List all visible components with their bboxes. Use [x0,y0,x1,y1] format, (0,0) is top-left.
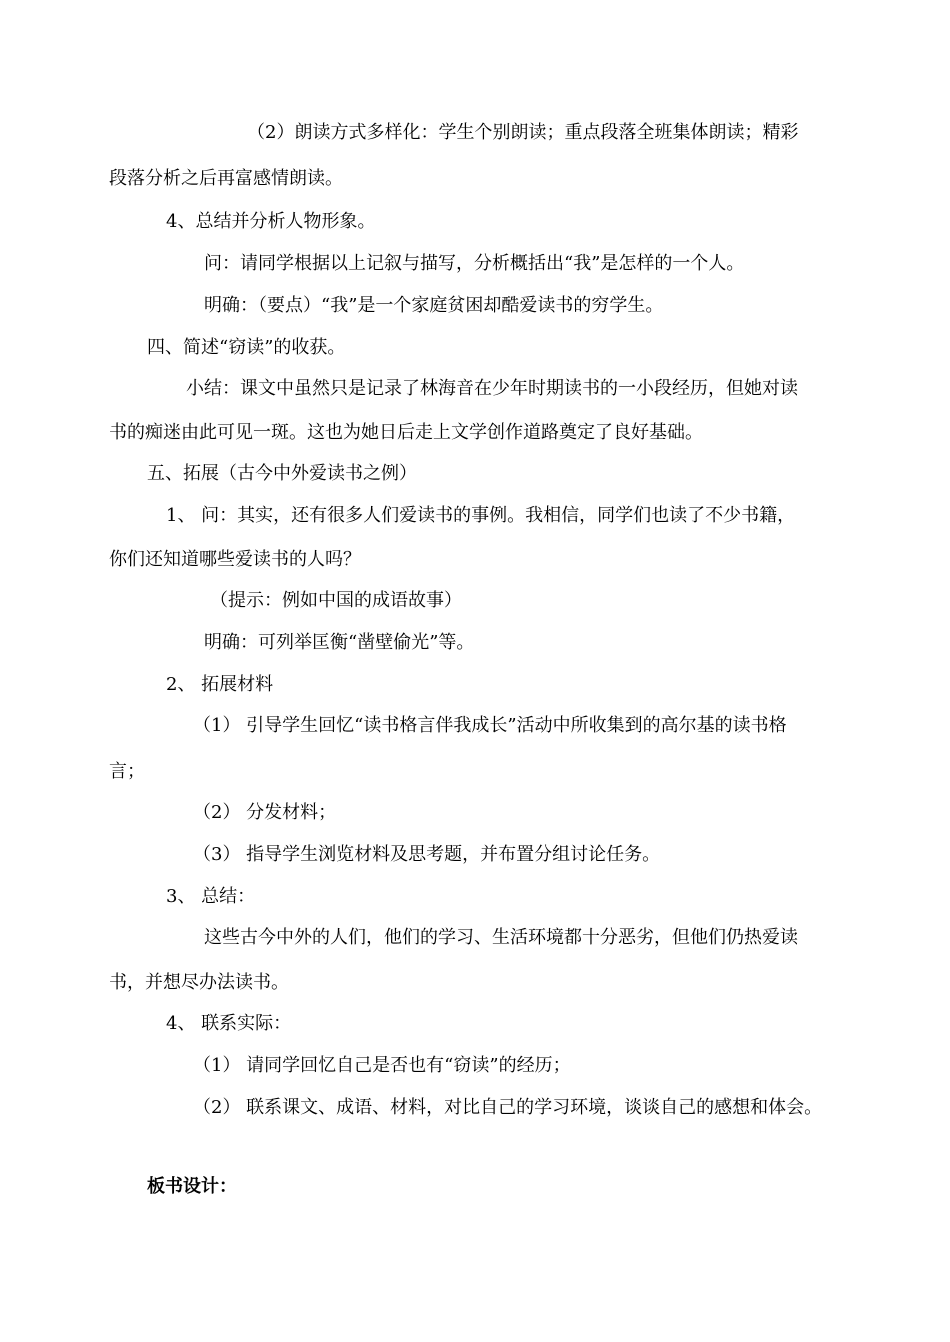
text-line: 4、总结并分析人物形象。 [166,211,376,232]
text-line: （提示：例如中国的成语故事） [210,590,462,611]
text-line: 明确：（要点）“我”是一个家庭贫困却酷爱读书的穷学生。 [204,295,664,316]
text-line: 问：请同学根据以上记叙与描写，分析概括出“我”是怎样的一个人。 [204,253,745,274]
section-heading: 板书设计： [147,1176,237,1197]
text-line: （2） 分发材料； [193,802,337,823]
text-line: 明确：可列举匡衡“凿壁偷光”等。 [204,632,475,653]
text-line: 言； [109,761,145,782]
text-line: 四、简述“窃读”的收获。 [147,337,346,358]
text-line: （2） 联系课文、成语、材料，对比自己的学习环境，谈谈自己的感想和体会。 [193,1097,823,1118]
text-line: 你们还知道哪些爱读书的人吗？ [109,549,361,570]
text-line: 3、 总结： [166,886,256,907]
text-line: 4、 联系实际： [166,1013,292,1034]
text-line: 五、拓展（古今中外爱读书之例） [147,463,417,484]
text-line: 小结：课文中虽然只是记录了林海音在少年时期读书的一小段经历，但她对读 [186,378,798,399]
text-line: 书，并想尽办法读书。 [109,972,289,993]
text-line: 书的痴迷由此可见一斑。这也为她日后走上文学创作道路奠定了良好基础。 [109,422,703,443]
text-line: （2）朗读方式多样化：学生个别朗读；重点段落全班集体朗读；精彩 [247,122,799,143]
text-line: （1） 引导学生回忆“读书格言伴我成长”活动中所收集到的高尔基的读书格 [193,715,787,736]
text-line: 段落分析之后再富感情朗读。 [109,168,343,189]
text-line: （1） 请同学回忆自己是否也有“窃读”的经历； [193,1055,571,1076]
text-line: （3） 指导学生浏览材料及思考题，并布置分组讨论任务。 [193,844,661,865]
text-line: 2、 拓展材料 [166,674,274,695]
text-line: 1、 问：其实，还有很多人们爱读书的事例。我相信，同学们也读了不少书籍， [166,505,796,526]
text-line: 这些古今中外的人们，他们的学习、生活环境都十分恶劣，但他们仍热爱读 [204,927,798,948]
